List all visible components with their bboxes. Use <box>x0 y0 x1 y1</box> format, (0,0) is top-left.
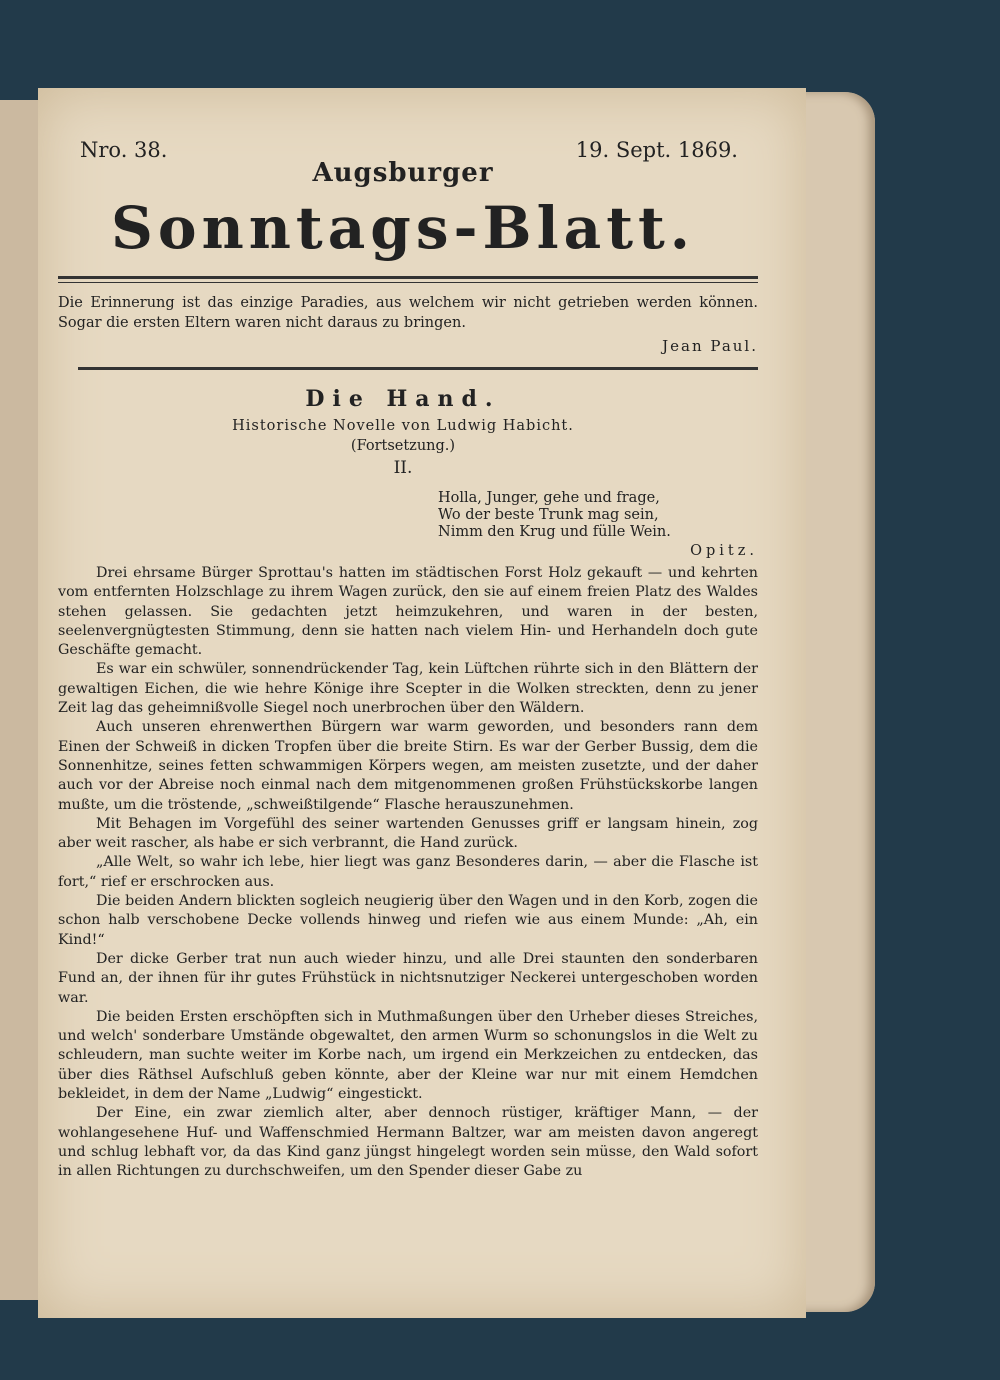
issue-number: Nro. 38. <box>80 138 168 162</box>
article-continued: (Fortsetzung.) <box>350 438 456 454</box>
chapter-number: II. <box>393 458 413 478</box>
article-heading: Die Hand. <box>305 386 501 412</box>
issue-date: 19. Sept. 1869. <box>575 138 738 162</box>
paragraph: Der dicke Gerber trat nun auch wieder hinzu, und alle Drei staunten den sonderbaren Fund an, der ihnen für ihr gutes Frühstück in nichtsnutziger Neckerei untergeschoben worden war. <box>58 950 758 1006</box>
verse-author: Opitz. <box>690 543 758 559</box>
paragraph: Es war ein schwüler, sonnendrückender Tag, kein Lüftchen rührte sich in den Blättern der gewaltigen Eichen, die wie hehre Könige ihre Scepter in die Wolken streckten, denn zu jener Zeit lag das geheimnißvolle Siegel noch unerbrochen über den Wäldern. <box>58 661 758 717</box>
article-subheading: Historische Novelle von Ludwig Habicht. <box>232 418 574 434</box>
motto-author: Jean Paul. <box>662 337 758 355</box>
paragraph: Der Eine, ein zwar ziemlich alter, aber dennoch rüstiger, kräftiger Mann, — der wohlangesehene Huf- und Waffenschmied Hermann Baltzer, war am meisten davon angeregt und schlug lebhaft vor, da das Kind ganz jüngst hingelegt worden sein müsse, den Wald sofort in allen Richtungen zu durchschweifen, um den Spender dieser Gabe zu <box>58 1105 758 1180</box>
masthead-city: Augsburger <box>312 158 494 188</box>
paragraph: Die beiden Ersten erschöpften sich in Muthmaßungen über den Urheber dieses Streiches, und welch' sonderbare Umstände obgewaltet, den armen Wurm so schonungslos in die Welt zu schleudern, man suchte weiter im Korbe nach, um irgend ein Merkzeichen zu entdecken, das über dies Räthsel Aufschluß geben könnte, aber der Kleine war nur mit einem Hemdchen bekleidet, in dem der Name „Ludwig“ eingestickt. <box>58 1008 758 1103</box>
article-body <box>58 564 758 1182</box>
page-content <box>48 128 758 1182</box>
masthead-rule <box>58 276 758 283</box>
paragraph: Drei ehrsame Bürger Sprottau's hatten im städtischen Forst Holz gekauft — und kehrten vom entfernten Holzschlage zu ihrem Wagen zurück, den sie auf einem freien Platz des Waldes stehen gelassen. Sie gedachten jetzt heimzukehren, und waren in der besten, seelenvergnügtesten Stimmung, denn sie hatten nach vielem Hin- und Herhandeln doch gute Geschäfte gemacht. <box>58 565 758 659</box>
verse-line: Nimm den Krug und fülle Wein. <box>438 524 671 540</box>
motto-text: Die Erinnerung ist das einzige Paradies, aus welchem wir nicht getrieben werden können. Sogar die ersten Eltern waren nicht daraus zu bringen. <box>58 295 758 331</box>
newspaper-page <box>38 88 806 1318</box>
paragraph: Mit Behagen im Vorgefühl des seiner wartenden Genusses griff er langsam hinein, zog aber weit rascher, als habe er sich verbrannt, die Hand zurück. <box>58 815 758 852</box>
masthead-title: Sonntags-Blatt. <box>111 194 695 262</box>
left-page-edge <box>0 100 42 1300</box>
paragraph: Auch unseren ehrenwerthen Bürgern war warm geworden, und besonders rann dem Einen der Schweiß in dicken Tropfen über die breite Stirn. Es war der Gerber Bussig, dem die Sonnenhitze, seines fetten schwammigen Körpers wegen, am meisten zusetzte, und der daher auch vor der Abreise noch einmal nach dem mitgenommenen großen Frühstückskorbe langen mußte, um die tröstende, „schweißtilgende“ Flasche herauszunehmen. <box>58 719 758 813</box>
epigraph-verse <box>438 490 758 560</box>
verse-line: Wo der beste Trunk mag sein, <box>438 507 659 523</box>
verse-line: Holla, Junger, gehe und frage, <box>438 490 660 506</box>
paragraph: Die beiden Andern blickten sogleich neugierig über den Wagen und in den Korb, zogen die schon halb verschobene Decke vollends hinweg und riefen wie aus einem Munde: „Ah, ein Kind!“ <box>58 893 758 948</box>
section-rule <box>78 367 758 370</box>
paragraph: „Alle Welt, so wahr ich lebe, hier liegt was ganz Besonderes darin, — aber die Flasche ist fort,“ rief er erschrocken aus. <box>58 854 758 890</box>
masthead <box>48 128 758 188</box>
